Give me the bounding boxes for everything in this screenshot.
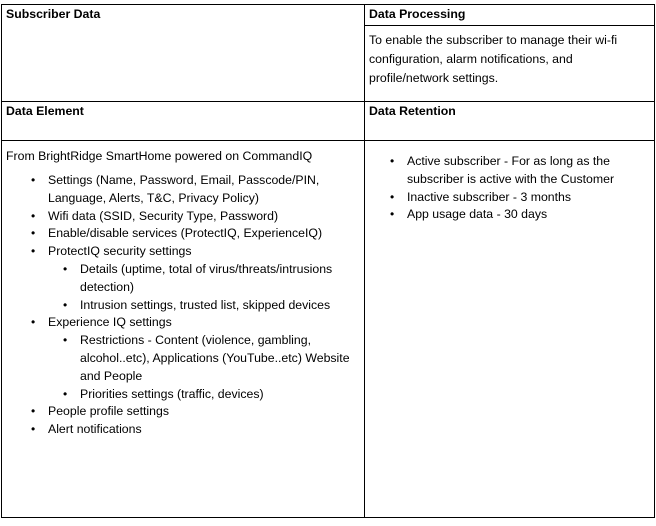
- list-item: • Intrusion settings, trusted list, skipped devices: [80, 297, 364, 315]
- list-item-label: ProtectIQ security settings: [48, 244, 192, 259]
- list-item: • Restrictions - Content (violence, gambling, alcohol..etc), Applications (YouTube..etc) Website and People: [80, 332, 364, 385]
- list-item: • Details (uptime, total of virus/threats/intrusions detection): [80, 261, 364, 297]
- subscriber-data-cell: [2, 5, 365, 102]
- list-item: • Enable/disable services (ProtectIQ, ExperienceIQ): [48, 225, 364, 243]
- list-item: • Active subscriber - For as long as the subscriber is active with the Customer: [407, 153, 654, 189]
- data-retention-header-cell: [365, 102, 655, 141]
- experienceiq-sublist: [48, 332, 364, 403]
- header-divider: [365, 25, 654, 26]
- list-item: • Settings (Name, Password, Email, Passcode/PIN, Language, Alerts, T&C, Privacy Policy): [48, 172, 364, 208]
- data-element-cell: [2, 141, 365, 518]
- data-processing-text: To enable the subscriber to manage their wi-fi configuration, alarm notifications, and profile/network settings.: [369, 33, 618, 85]
- data-processing-cell: [365, 5, 655, 102]
- list-item: • Alert notifications: [48, 421, 364, 439]
- table-row: [2, 5, 655, 102]
- data-processing-header: Data Processing: [369, 7, 466, 21]
- table-row: [2, 141, 655, 518]
- data-element-list: [6, 172, 364, 439]
- list-item: • People profile settings: [48, 403, 364, 421]
- data-element-header: Data Element: [6, 104, 84, 118]
- protectiq-sublist: [48, 261, 364, 314]
- data-element-intro: From BrightRidge SmartHome powered on CommandIQ: [6, 149, 313, 163]
- list-item: • Wifi data (SSID, Security Type, Password): [48, 208, 364, 226]
- list-item-protectiq: [48, 243, 364, 314]
- list-item-experienceiq: [48, 314, 364, 403]
- data-element-header-cell: [2, 102, 365, 141]
- table-row: [2, 102, 655, 141]
- data-retention-header: Data Retention: [369, 104, 456, 118]
- list-item: • Priorities settings (traffic, devices): [80, 386, 364, 404]
- list-item: • App usage data - 30 days: [407, 206, 654, 224]
- data-retention-list: [369, 153, 654, 224]
- data-retention-cell: [365, 141, 655, 518]
- list-item-label: Experience IQ settings: [48, 315, 172, 330]
- list-item: • Inactive subscriber - 3 months: [407, 189, 654, 207]
- subscriber-data-header: Subscriber Data: [6, 7, 101, 21]
- data-table: [1, 4, 655, 518]
